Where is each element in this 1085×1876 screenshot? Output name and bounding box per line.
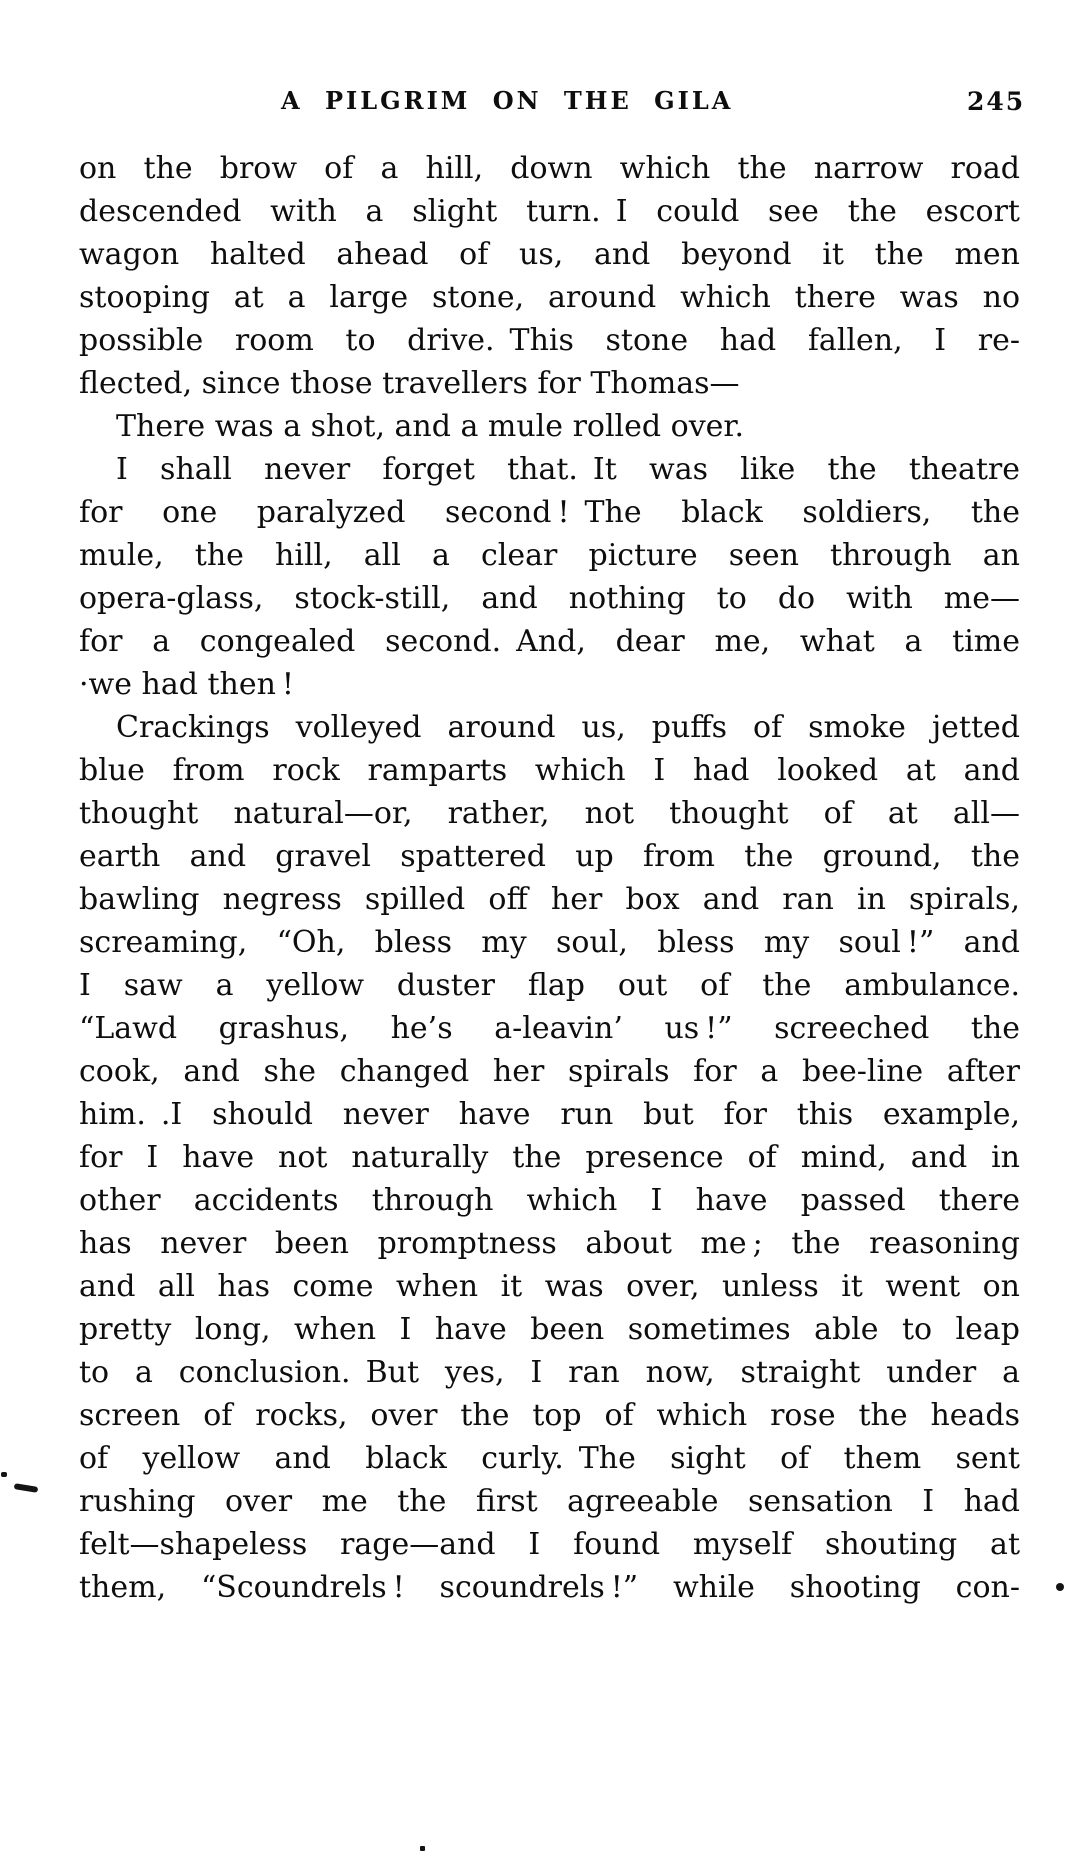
text-line: other accidents through which I have passed there — [79, 1183, 1020, 1218]
text-line: screaming, “Oh, bless my soul, bless my soul !” and — [79, 925, 1020, 960]
right-margin-speck-icon — [1056, 1583, 1064, 1591]
text-line: ·we had then ! — [79, 667, 294, 702]
text-line: him. .I should never have run but for this example, — [79, 1097, 1020, 1132]
text-line: to a conclusion. But yes, I ran now, straight under a — [79, 1355, 1020, 1390]
text-line: for one paralyzed second ! The black soldiers, the — [79, 495, 1020, 530]
text-block — [79, 147, 1020, 1609]
text-line: earth and gravel spattered up from the ground, the — [79, 839, 1020, 874]
text-line: cook, and she changed her spirals for a bee-line after — [79, 1054, 1020, 1089]
text-line: opera-glass, stock-still, and nothing to do with me— — [79, 581, 1020, 616]
text-line: pretty long, when I have been sometimes able to leap — [79, 1312, 1020, 1347]
text-line: possible room to drive. This stone had fallen, I re- — [79, 323, 1020, 358]
left-margin-speck-icon — [1, 1472, 7, 1477]
text-line: of yellow and black curly. The sight of them sent — [79, 1441, 1020, 1476]
text-line: bawling negress spilled off her box and ran in spirals, — [79, 882, 1020, 917]
text-line: I saw a yellow duster flap out of the ambulance. — [79, 968, 1020, 1003]
text-line: stooping at a large stone, around which there was no — [79, 280, 1020, 315]
text-line: wagon halted ahead of us, and beyond it the men — [79, 237, 1020, 272]
text-line: felt—shapeless rage—and I found myself shouting at — [79, 1527, 1020, 1562]
text-line: Crackings volleyed around us, puffs of smoke jetted — [116, 710, 1020, 745]
text-line: descended with a slight turn. I could see the escort — [79, 194, 1020, 229]
text-line: and all has come when it was over, unless it went on — [79, 1269, 1020, 1304]
left-margin-dash-icon — [14, 1483, 39, 1493]
page-number: 245 — [967, 87, 1026, 116]
text-line: “Lawd grashus, he’s a-leavin’ us !” screeched the — [79, 1011, 1020, 1046]
text-line: them, “Scoundrels ! scoundrels !” while shooting con- — [79, 1570, 1020, 1605]
text-line: on the brow of a hill, down which the narrow road — [79, 151, 1020, 186]
text-line: for a congealed second. And, dear me, what a time — [79, 624, 1020, 659]
text-line: mule, the hill, all a clear picture seen through an — [79, 538, 1020, 573]
text-line: thought natural—or, rather, not thought of at all— — [79, 796, 1020, 831]
text-line: blue from rock ramparts which I had looked at and — [79, 753, 1020, 788]
text-line: has never been promptness about me ; the reasoning — [79, 1226, 1020, 1261]
bottom-speck-icon — [420, 1846, 425, 1851]
text-line: flected, since those travellers for Thomas— — [79, 366, 740, 401]
running-head-title: A PILGRIM ON THE GILA — [281, 86, 734, 115]
text-line: rushing over me the first agreeable sensation I had — [79, 1484, 1020, 1519]
text-line: There was a shot, and a mule rolled over. — [116, 409, 744, 444]
text-line: screen of rocks, over the top of which rose the heads — [79, 1398, 1020, 1433]
text-line: for I have not naturally the presence of mind, and in — [79, 1140, 1020, 1175]
text-line: I shall never forget that. It was like the theatre — [116, 452, 1020, 487]
